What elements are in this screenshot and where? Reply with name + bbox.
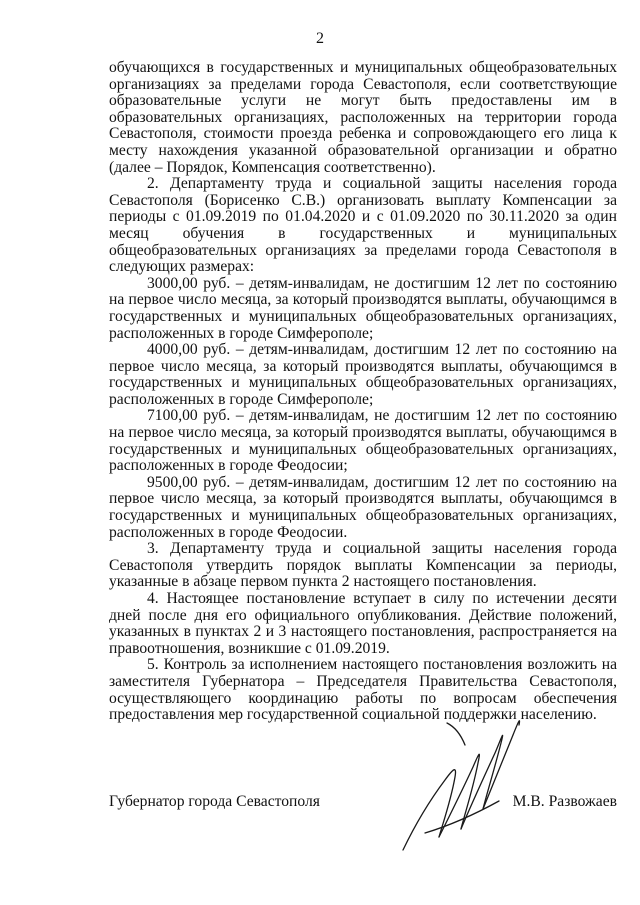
document-body (109, 60, 617, 724)
paragraph-continuation: обучающихся в государственных и муниципальных общеобразовательных организациях за пределами города Севастополя, если соответствующие образовательные услуги не могут быть предоставлены им в образовательных организациях, расположенных на территории города Севастополя, стоимости проезда ребенка и сопровождающего его лица к месту нахождения указанной образовательной организации и обратно (далее – Порядок, Компенсация соответственно). (109, 59, 617, 176)
paragraph-amount-feodosia-over-12: 9500,00 руб. – детям-инвалидам, достигшим 12 лет по состоянию на первое число месяца, за который производятся выплаты, обучающимся в государственных и муниципальных общеобразовательных организациях, расположенных в городе Феодосии. (109, 473, 617, 541)
paragraph-item-4: 4. Настоящее постановление вступает в силу по истечении десяти дней после дня его официального опубликования. Действие положений, указанных в пунктах 2 и 3 настоящего постановления, распространяется на правоотношения, возникшие с 01.09.2019. (109, 590, 617, 657)
paragraph-item-3: 3. Департаменту труда и социальной защиты населения города Севастополя утвердить порядок выплаты Компенсации за периоды, указанные в абзаце первом пункта 2 настоящего постановления. (109, 540, 617, 591)
paragraph-item-2: 2. Департаменту труда и социальной защиты населения города Севастополя (Борисенко С.В.) организовать выплату Компенсации за периоды с 01.09.2019 по 01.04.2020 и с 01.09.2020 по 30.11.2020 за один месяц обучения в государственных и муниципальных общеобразовательных организациях за пределами города Севастополя в следующих размерах: (109, 175, 617, 276)
paragraph-item-5: 5. Контроль за исполнением настоящего постановления возложить на заместителя Губернатора – Председателя Правительства Севастополя, осуществляющего координацию работы по вопросам обеспечения предоставления мер государственной социальной поддержки населению. (109, 656, 617, 724)
paragraph-amount-simferopol-over-12: 4000,00 руб. – детям-инвалидам, достигшим 12 лет по состоянию на первое число месяца, за который производятся выплаты, обучающимся в государственных и муниципальных общеобразовательных организациях, расположенных в городе Симферополе; (109, 341, 617, 408)
handwritten-signature-icon (395, 705, 535, 855)
paragraph-amount-simferopol-under-12: 3000,00 руб. – детям-инвалидам, не достигшим 12 лет по состоянию на первое число месяца, за который производятся выплаты, обучающимся в государственных и муниципальных общеобразовательных организациях, расположенных в городе Симферополе; (109, 274, 617, 342)
signatory-title: Губернатор города Севастополя (109, 793, 320, 810)
signatory-name: М.В. Развожаев (512, 793, 617, 810)
page-number: 2 (316, 30, 324, 47)
paragraph-amount-feodosia-under-12: 7100,00 руб. – детям-инвалидам, не достигшим 12 лет по состоянию на первое число месяца, за который производятся выплаты, обучающимся в государственных и муниципальных общеобразовательных организациях, расположенных в городе Феодосии; (109, 407, 617, 475)
